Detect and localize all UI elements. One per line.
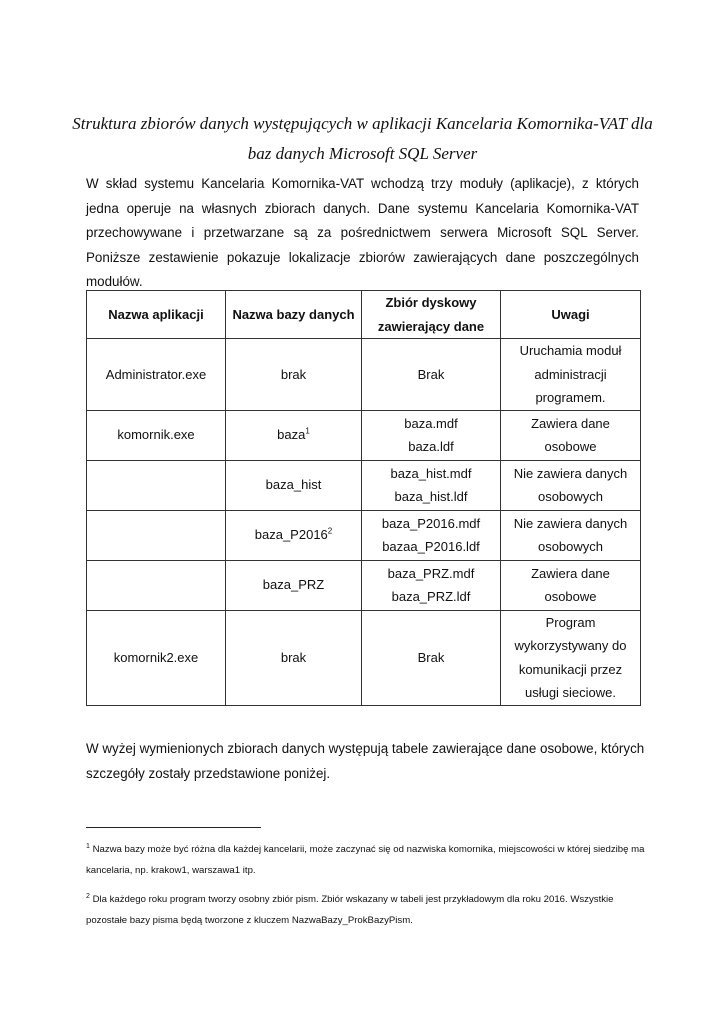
closing-paragraph: W wyżej wymienionych zbiorach danych występują tabele zawierające dane osobowe, których szczegóły zostały przedstawione poniżej. xyxy=(86,741,645,781)
file-name: baza_PRZ.ldf xyxy=(391,589,471,604)
db-name: baza_PRZ xyxy=(262,577,325,593)
cell-notes: Uruchamia moduł administracji programem. xyxy=(501,339,641,411)
header-db-name: Nazwa bazy danych xyxy=(226,291,362,339)
file-name: baza.ldf xyxy=(408,439,454,454)
table-header-row xyxy=(87,291,641,339)
cell-app xyxy=(87,560,226,610)
db-name: baza xyxy=(277,427,306,443)
db-name: baza_hist xyxy=(265,477,322,493)
table-row xyxy=(87,460,641,510)
file-name: bazaa_P2016.ldf xyxy=(382,539,480,554)
table-row xyxy=(87,510,641,560)
file-name: baza.mdf xyxy=(404,415,458,431)
cell-files xyxy=(362,339,501,411)
cell-db xyxy=(226,339,362,411)
file-name: baza_PRZ.mdf xyxy=(387,565,475,581)
cell-files xyxy=(362,510,501,560)
file-name: baza_hist.ldf xyxy=(394,489,468,504)
cell-app xyxy=(87,460,226,510)
cell-db xyxy=(226,610,362,705)
cell-db xyxy=(226,510,362,560)
footnote-text: Nazwa bazy może być różna dla każdej kancelarii, może zaczynać się od nazwiska komornika, miejscowości w której siedzibę ma kancelaria, np. krakow1, warszawa1 itp. xyxy=(86,844,645,876)
cell-app xyxy=(87,510,226,560)
file-name: Brak xyxy=(417,366,445,382)
file-name: Brak xyxy=(417,649,445,665)
cell-db xyxy=(226,560,362,610)
document-title-line-1: Struktura zbiorów danych występujących w aplikacji Kancelaria Komornika-VAT dla xyxy=(72,114,653,133)
footnote-separator xyxy=(86,827,261,828)
db-name: brak xyxy=(280,649,307,665)
table-row xyxy=(87,339,641,411)
cell-files xyxy=(362,460,501,510)
database-table xyxy=(86,290,641,706)
cell-notes: Program wykorzystywany do komunikacji przez usługi sieciowe. xyxy=(501,610,641,705)
file-name: baza_P2016.mdf xyxy=(381,515,481,531)
cell-db xyxy=(226,460,362,510)
cell-notes: Zawiera dane osobowe xyxy=(501,560,641,610)
cell-app: komornik2.exe xyxy=(87,610,226,705)
cell-files xyxy=(362,410,501,460)
cell-app: Administrator.exe xyxy=(87,339,226,411)
footnote-2 xyxy=(86,889,646,931)
footnote-text: Dla każdego roku program tworzy osobny zbiór pism. Zbiór wskazany w tabeli jest przykładowym dla roku 2016. Wszystkie pozostałe bazy pisma będą tworzone z kluczem NazwaBazy_ProkBazyPism. xyxy=(86,894,614,926)
cell-files xyxy=(362,560,501,610)
footnote-mark: 1 xyxy=(86,842,90,850)
cell-db xyxy=(226,410,362,460)
document-title-line-2: baz danych Microsoft SQL Server xyxy=(247,144,478,163)
table-row xyxy=(87,560,641,610)
table-row xyxy=(87,610,641,705)
db-name: baza_P2016 xyxy=(254,527,328,543)
cell-notes: Zawiera dane osobowe xyxy=(501,410,641,460)
cell-notes: Nie zawiera danych osobowych xyxy=(501,510,641,560)
table-row xyxy=(87,410,641,460)
footnote-1 xyxy=(86,839,646,881)
footnote-mark: 2 xyxy=(86,892,90,900)
intro-paragraph: W skład systemu Kancelaria Komornika-VAT wchodzą trzy moduły (aplikacje), z których jedna operuje na własnych zbiorach danych. Dane systemu Kancelaria Komornika-VAT przechowywane i przetwarzane są za pośrednictwem serwera Microsoft SQL Server. Poniższe zestawienie pokazuje lokalizacje zbiorów zawierających dane poszczególnych modułów. xyxy=(86,176,639,289)
header-app-name: Nazwa aplikacji xyxy=(87,291,226,339)
header-notes: Uwagi xyxy=(501,291,641,339)
footnote-ref: 2 xyxy=(327,526,333,536)
header-disk-file: Zbiór dyskowy zawierający dane xyxy=(362,291,501,339)
cell-files xyxy=(362,610,501,705)
cell-notes: Nie zawiera danych osobowych xyxy=(501,460,641,510)
cell-app: komornik.exe xyxy=(87,410,226,460)
db-name: brak xyxy=(280,366,307,382)
file-name: baza_hist.mdf xyxy=(390,465,472,481)
footnote-ref: 1 xyxy=(305,426,310,436)
